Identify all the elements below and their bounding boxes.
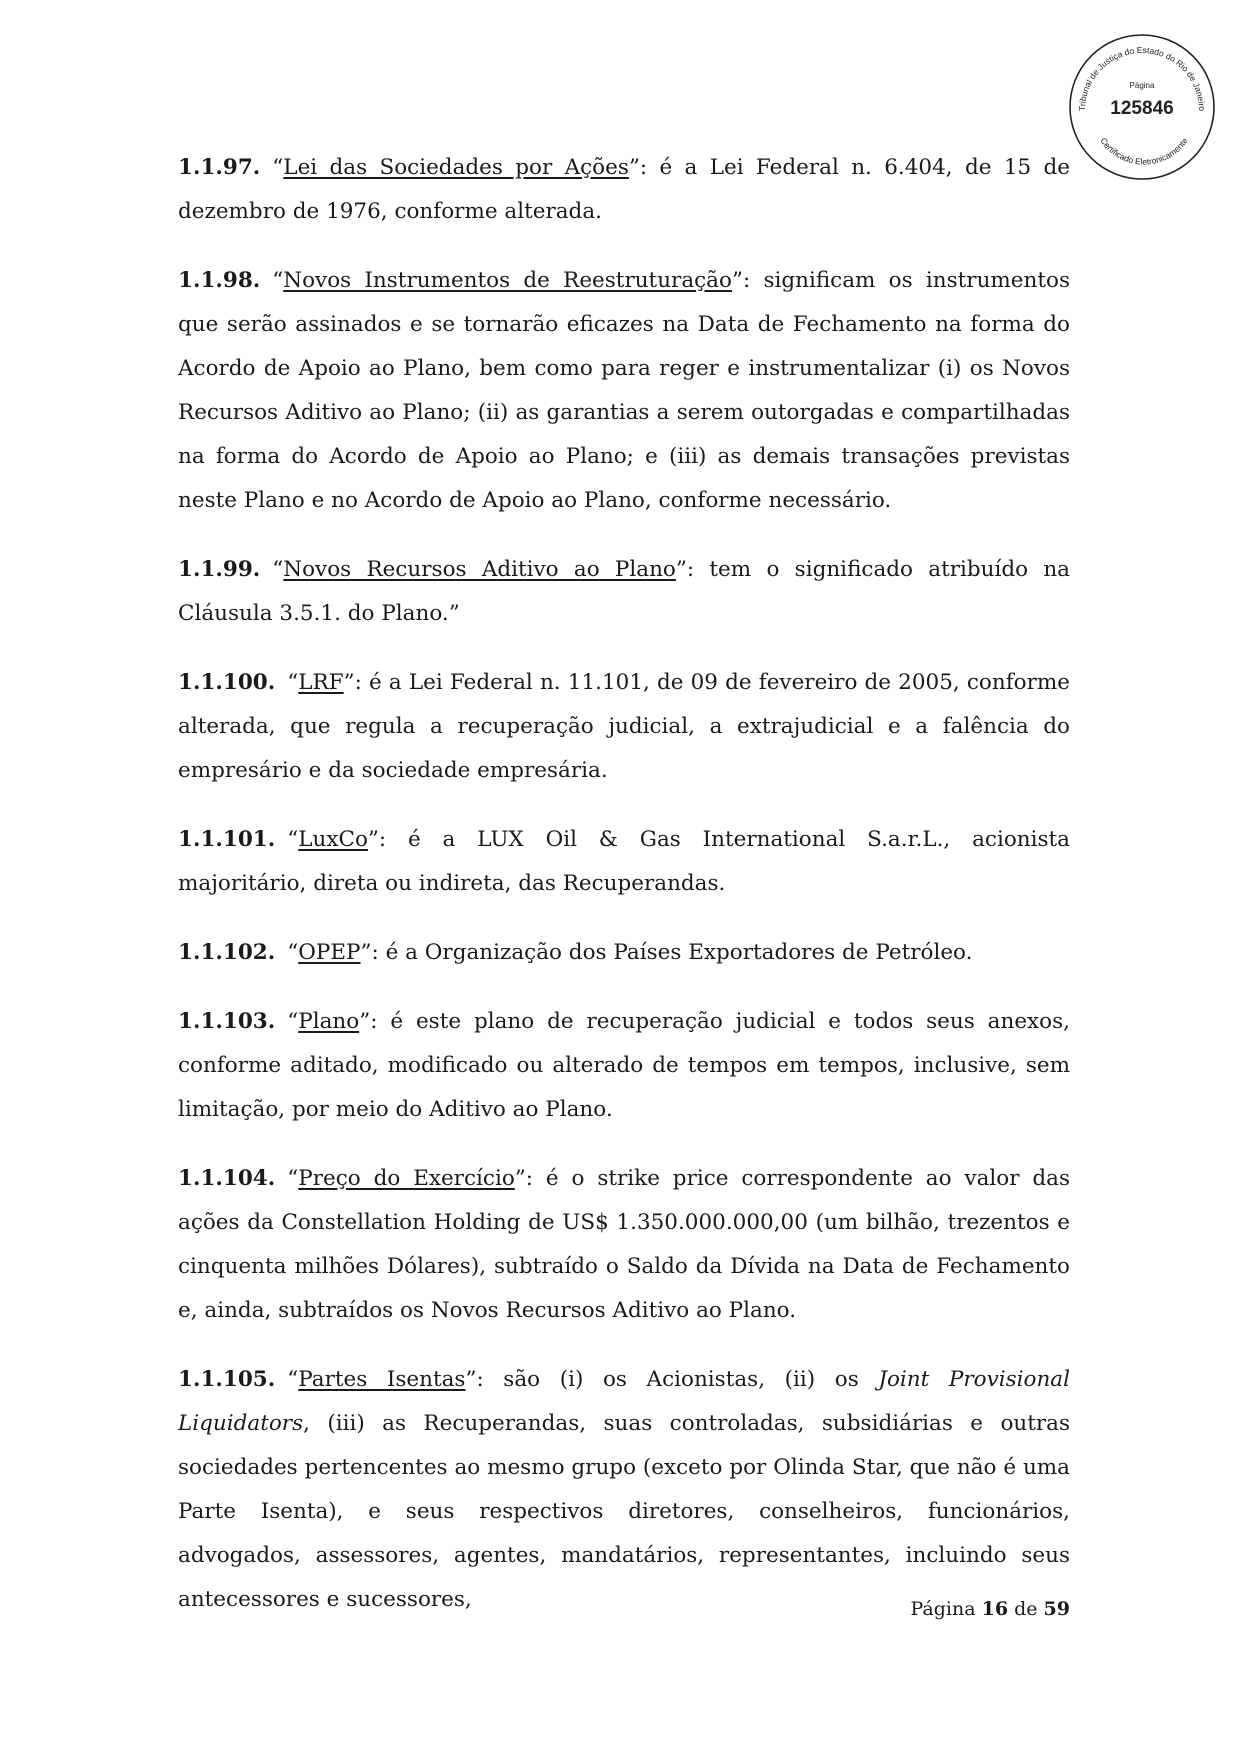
footer-middle: de [1008, 1598, 1044, 1620]
clause-1-1-98: 1.1.98. “Novos Instrumentos de Reestruturação”: significam os instrumentos que serão assinados e se tornarão eficazes na Data de Fechamento na forma do Acordo de Apoio ao Plano, bem como para reger e instrumentalizar (i) os Novos Recursos Aditivo ao Plano; (ii) as garantias a serem outorgadas e compartilhadas na forma do Acordo de Apoio ao Plano; e (iii) as demais transações previstas neste Plano e no Acordo de Apoio ao Plano, conforme necessário. [178, 268, 1070, 513]
italic-term: Joint Provisional Liquidators [178, 1367, 1070, 1436]
defined-term: Plano [298, 1009, 360, 1034]
court-seal-stamp [1065, 30, 1220, 185]
clause-text: ”: é o strike price correspondente ao valor das ações da Constellation Holding de US$ 1.350.000.000,00 (um bilhão, trezentos e cinquenta milhões Dólares), subtraído o Saldo da Dívida na Data de Fechamento e, ainda, subtraídos os Novos Recursos Aditivo ao Plano. [178, 1166, 1070, 1323]
clause-1-1-103: 1.1.103. “Plano”: é este plano de recuperação judicial e todos seus anexos, conforme aditado, modificado ou alterado de tempos em tempos, inclusive, sem limitação, por meio do Aditivo ao Plano. [178, 1009, 1070, 1122]
defined-term: Novos Instrumentos de Reestruturação [283, 268, 732, 293]
clause-number: 1.1.104. [178, 1166, 276, 1191]
clause-number: 1.1.105. [178, 1367, 276, 1392]
defined-term: Partes Isentas [298, 1367, 466, 1392]
clause-1-1-100: 1.1.100. “LRF”: é a Lei Federal n. 11.101, de 09 de fevereiro de 2005, conforme alterada, que regula a recuperação judicial, a extrajudicial e a falência do empresário e da sociedade empresária. [178, 670, 1070, 783]
footer-total-pages: 59 [1043, 1598, 1070, 1620]
clause-1-1-105: 1.1.105. “Partes Isentas”: são (i) os Acionistas, (ii) os Joint Provisional Liquidators, (iii) as Recuperandas, suas controladas, subsidiárias e outras sociedades pertencentes ao mesmo grupo (exceto por Olinda Star, que não é uma Parte Isenta), e seus respectivos diretores, conselheiros, funcionários, advogados, assessores, agentes, mandatários, representantes, incluindo seus antecessores e sucessores, [178, 1367, 1070, 1612]
stamp-top-arc-text: Tribunal de Justiça do Estado do Rio de Janeiro [1076, 44, 1208, 112]
clause-1-1-104: 1.1.104. “Preço do Exercício”: é o strike price correspondente ao valor das ações da Constellation Holding de US$ 1.350.000.000,00 (um bilhão, trezentos e cinquenta milhões Dólares), subtraído o Saldo da Dívida na Data de Fechamento e, ainda, subtraídos os Novos Recursos Aditivo ao Plano. [178, 1166, 1070, 1323]
clause-number: 1.1.101. [178, 827, 276, 852]
footer-prefix: Página [910, 1598, 982, 1620]
footer-current-page: 16 [981, 1598, 1009, 1620]
clause-number: 1.1.99. [178, 557, 261, 582]
clause-text-before-italic: ”: são (i) os Acionistas, (ii) os [465, 1367, 879, 1392]
clause-text: ”: é a Lei Federal n. 6.404, de 15 de dezembro de 1976, conforme alterada. [178, 155, 1071, 224]
clause-text: ”: é a Organização dos Países Exportadores de Petróleo. [360, 940, 973, 965]
clause-1-1-99: 1.1.99. “Novos Recursos Aditivo ao Plano”: tem o significado atribuído na Cláusula 3.5.1. do Plano.” [178, 557, 1071, 626]
svg-text:Certificado Eletronicamente [1098, 136, 1190, 167]
clause-text: , (iii) as Recuperandas, suas controladas, subsidiárias e outras sociedades pertencentes ao mesmo grupo (exceto por Olinda Star, que não é uma Parte Isenta), e seus respectivos diretores, conselheiros, funcionários, advogados, assessores, agentes, mandatários, representantes, incluindo seus antecessores e sucessores, [178, 1411, 1070, 1612]
stamp-label: Página [1129, 81, 1155, 90]
stamp-bottom-arc-text: Certificado Eletronicamente [1098, 135, 1190, 167]
page-footer [910, 1598, 1070, 1620]
clause-number: 1.1.100. [178, 670, 276, 695]
clause-number: 1.1.103. [178, 1009, 276, 1034]
clause-text: ”: é este plano de recuperação judicial e todos seus anexos, conforme aditado, modificado ou alterado de tempos em tempos, inclusive, sem limitação, por meio do Aditivo ao Plano. [178, 1009, 1070, 1122]
clause-1-1-102: 1.1.102. “OPEP”: é a Organização dos Países Exportadores de Petróleo. [178, 940, 973, 965]
clause-number: 1.1.97. [178, 155, 261, 180]
clause-text: ”: tem o significado atribuído na Cláusula 3.5.1. do Plano.” [178, 557, 1071, 626]
clause-text: ”: é a Lei Federal n. 11.101, de 09 de fevereiro de 2005, conforme alterada, que regula a recuperação judicial, a extrajudicial e a falência do empresário e da sociedade empresária. [178, 670, 1070, 783]
defined-term: OPEP [298, 940, 361, 965]
clause-number: 1.1.102. [178, 940, 276, 965]
clause-number: 1.1.98. [178, 268, 261, 293]
clause-1-1-101: 1.1.101. “LuxCo”: é a LUX Oil & Gas International S.a.r.L., acionista majoritário, direta ou indireta, das Recuperandas. [178, 827, 1070, 896]
defined-term: Lei das Sociedades por Ações [283, 155, 629, 180]
defined-term: Novos Recursos Aditivo ao Plano [283, 557, 676, 582]
clause-text: ”: é a LUX Oil & Gas International S.a.r.L., acionista majoritário, direta ou indireta, das Recuperandas. [178, 827, 1070, 896]
stamp-number: 125846 [1110, 98, 1174, 119]
clause-text: ”: significam os instrumentos que serão assinados e se tornarão eficazes na Data de Fechamento na forma do Acordo de Apoio ao Plano, bem como para reger e instrumentalizar (i) os Novos Recursos Aditivo ao Plano; (ii) as garantias a serem outorgadas e compartilhadas na forma do Acordo de Apoio ao Plano; e (iii) as demais transações previstas neste Plano e no Acordo de Apoio ao Plano, conforme necessário. [178, 268, 1070, 513]
clauses-body [178, 146, 1070, 1647]
defined-term: LuxCo [298, 827, 368, 852]
defined-term: LRF [298, 670, 344, 695]
clause-1-1-97: 1.1.97. “Lei das Sociedades por Ações”: é a Lei Federal n. 6.404, de 15 de dezembro de 1976, conforme alterada. [178, 155, 1071, 224]
defined-term: Preço do Exercício [298, 1166, 515, 1191]
